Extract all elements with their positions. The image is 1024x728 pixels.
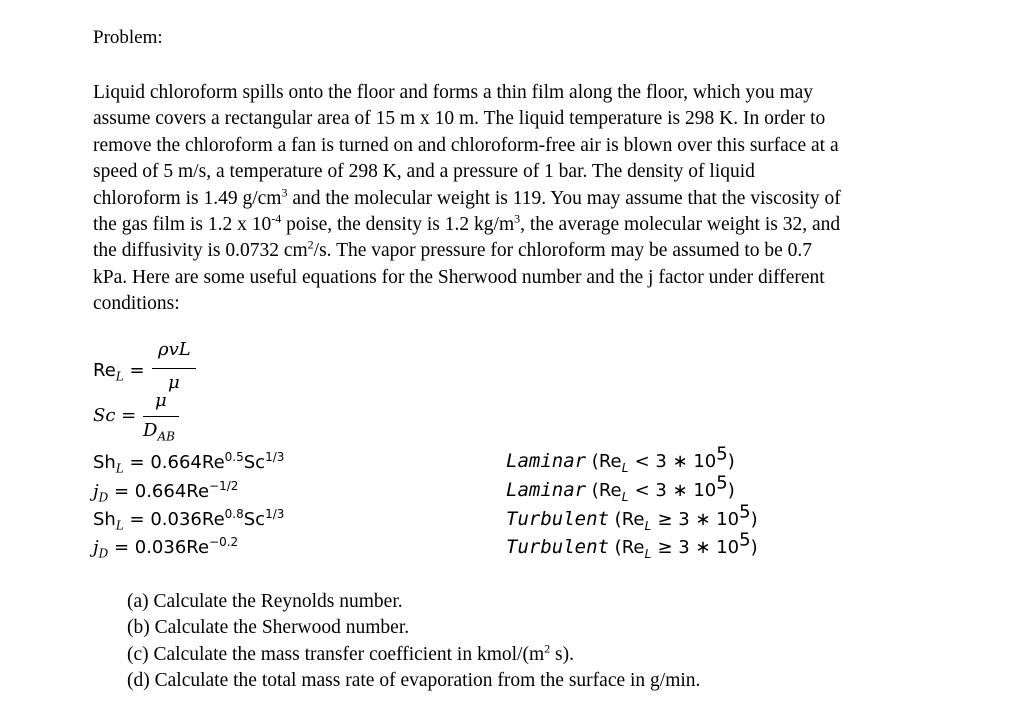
condition-turbulent-2: Turbulent ($Re_L \ge 3$ ∗ $10^5$)	[506, 529, 758, 561]
question-parts	[127, 589, 700, 695]
statement-line-3: remove the chloroform a fan is turned on and chloroform-free air is blown over this surface at a	[93, 134, 839, 156]
fraction-bar	[152, 368, 196, 369]
statement-line-5	[93, 186, 993, 212]
superscript-2: 2	[307, 237, 314, 252]
condition-turbulent-1: Turbulent ($Re_L \ge 3$ ∗ $10^5$)	[506, 501, 758, 533]
part-a: (a) Calculate the Reynolds number.	[127, 591, 403, 612]
problem-statement	[93, 80, 993, 318]
schmidt-denominator: $D_{AB}$	[143, 420, 175, 444]
statement-line-7-b: /s. The vapor pressure for chloroform may be assumed to be 0.7	[313, 240, 813, 262]
statement-line-1: Liquid chloroform spills onto the floor and forms a thin film along the floor, which you may	[93, 82, 814, 103]
statement-line-5-b: and the molecular weight is 119. You may assume that the viscosity of	[287, 187, 841, 209]
reynolds-numerator: ρvL	[158, 339, 191, 360]
jfactor-laminar-equation: $j_D = 0.664Re^{-1/2}$	[93, 479, 239, 505]
superscript-3: 3	[514, 211, 521, 226]
part-b: (b) Calculate the Sherwood number.	[127, 617, 410, 639]
statement-line-6-c: , the average molecular weight is 32, and	[520, 214, 841, 236]
statement-line-9: conditions:	[93, 293, 180, 315]
condition-laminar-1: Laminar ($Re_L < 3$ ∗ $10^5$)	[506, 443, 735, 475]
part-c: (c) Calculate the mass transfer coefficient in kmol/($m^2$ s).	[127, 641, 574, 665]
schmidt-numerator: μ	[155, 390, 167, 411]
condition-laminar-2: Laminar ($Re_L < 3$ ∗ $10^5$)	[506, 472, 735, 504]
statement-line-6	[93, 212, 993, 238]
statement-line-6-b: poise, the density is 1.2 kg/m	[281, 214, 515, 236]
superscript-3: 3	[281, 185, 288, 200]
statement-line-6-a: the gas film is 1.2 x 10	[93, 214, 272, 236]
statement-line-8: kPa. Here are some useful equations for the Sherwood number and the j factor under different	[93, 266, 825, 288]
problem-heading: Problem:	[93, 27, 163, 48]
superscript-minus-4: -4	[271, 211, 282, 226]
statement-line-5-a: chloroform is 1.49 g/cm	[93, 187, 282, 209]
reynolds-lhs: $Re_L$ =	[93, 360, 145, 384]
statement-line-4: speed of 5 m/s, a temperature of 298 K, and a pressure of 1 bar. The density of liquid	[93, 161, 755, 183]
sherwood-turbulent-equation: $Sh_L = 0.036Re^{0.8}Sc^{1/3}$	[93, 507, 285, 533]
sherwood-laminar-equation: $Sh_L = 0.664Re^{0.5}Sc^{1/3}$	[93, 450, 285, 476]
statement-line-7	[93, 238, 993, 264]
fraction-bar	[143, 416, 179, 417]
statement-line-2: assume covers a rectangular area of 15 m x 10 m. The liquid temperature is 298 K. In order to	[93, 108, 826, 130]
statement-line-7-a: the diffusivity is 0.0732 cm	[93, 240, 308, 262]
schmidt-lhs: Sc =	[93, 405, 137, 426]
reynolds-denominator: μ	[168, 372, 180, 393]
part-d: (d) Calculate the total mass rate of evaporation from the surface in g/min.	[127, 670, 701, 692]
jfactor-turbulent-equation: $j_D = 0.036Re^{-0.2}$	[93, 535, 239, 561]
